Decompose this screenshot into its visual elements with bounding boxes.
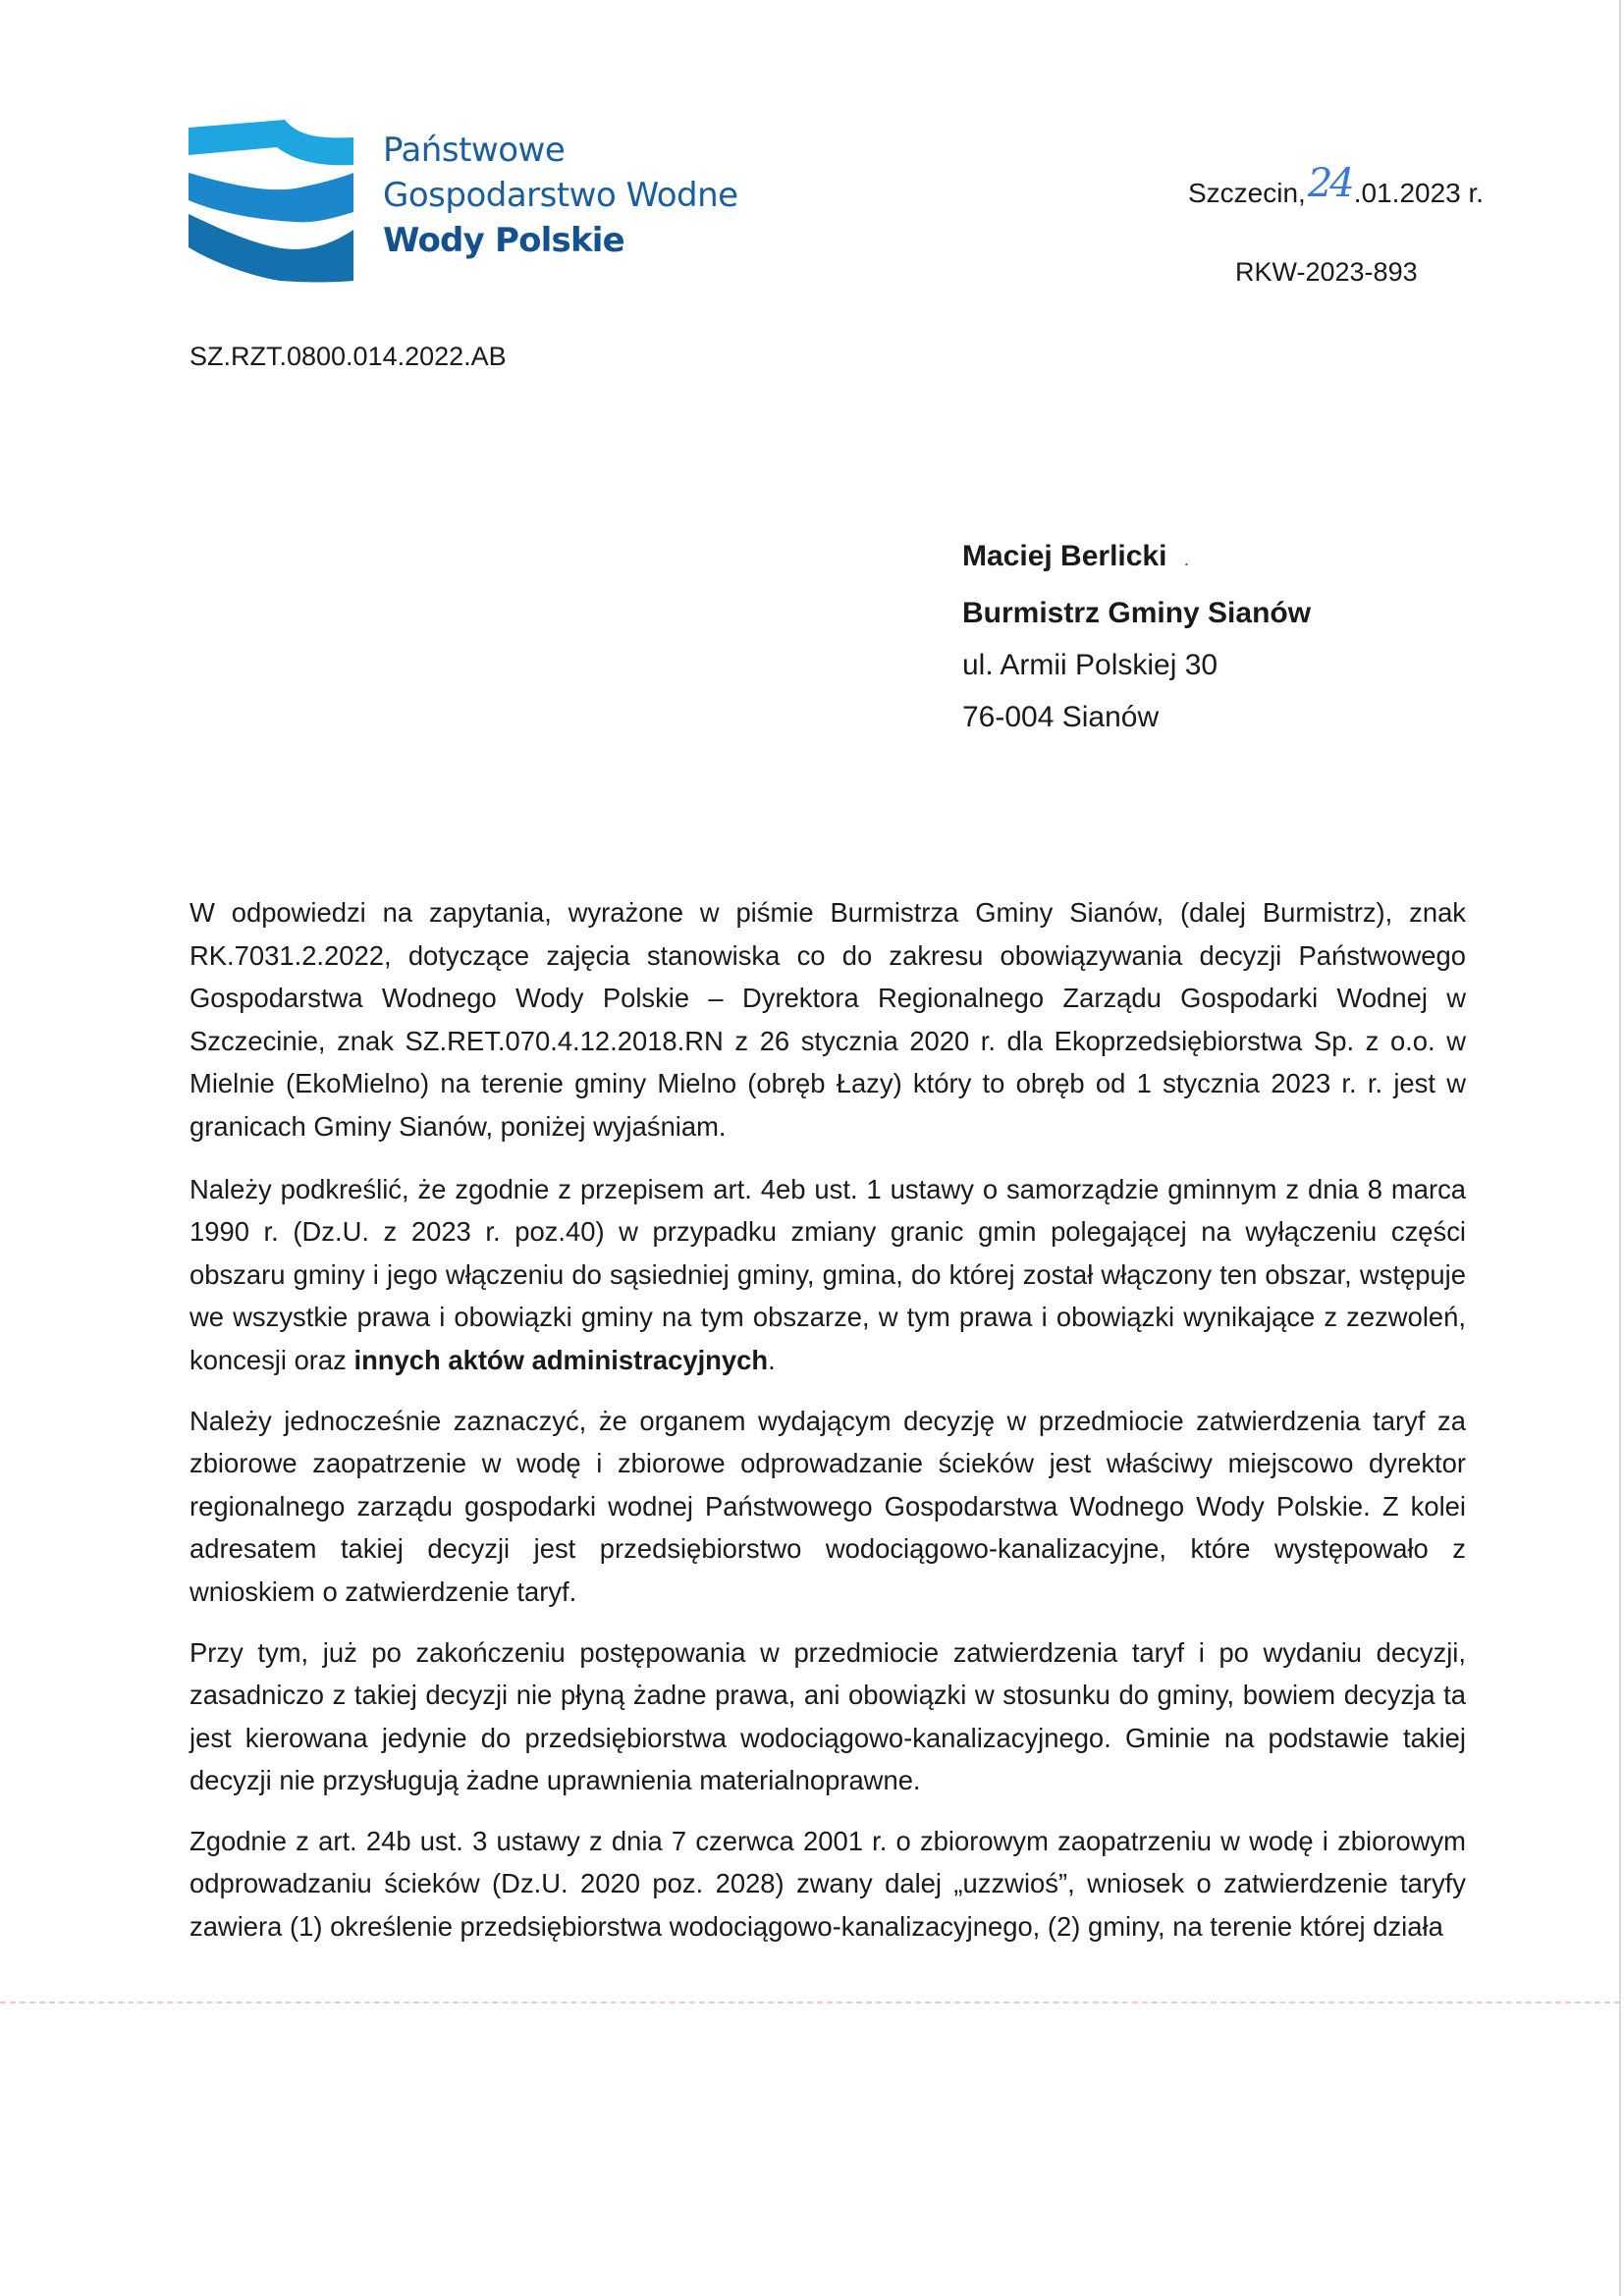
org-name-line-2: Gospodarstwo Wodne [383, 176, 738, 215]
paragraph-1: W odpowiedzi na zapytania, wyrażone w piśmie Burmistrza Gminy Sianów, (dalej Burmistrz), znak RK.7031.2.2022, dotyczące zajęcia stanowiska co do zakresu obowiązywania decyzji Państwowego Gospodarstwa Wodnego Wody Polskie – Dyrektora Regionalnego Zarządu Gospodarki Wodnej w Szczecinie, znak SZ.RET.070.4.12.2018.RN z 26 stycznia 2020 r. dla Ekoprzedsiębiorstwa Sp. z o.o. w Mielnie (EkoMielno) na terenie gminy Mielno (obręb Łazy) który to obręb od 1 stycznia 2023 r. r. jest w granicach Gminy Sianów, poniżej wyjaśniam. [189, 897, 1466, 1142]
org-name-line-1: Państwowe [383, 131, 566, 170]
recipient-street: ul. Armii Polskiej 30 [962, 649, 1218, 681]
scan-page-edge [1619, 0, 1621, 2296]
letter-body [189, 891, 1466, 1966]
wody-polskie-logo-icon [187, 116, 355, 285]
paragraph-2 [189, 1168, 1466, 1382]
recipient-address-block [962, 530, 1311, 743]
date-place: Szczecin, [1188, 178, 1306, 208]
recipient-city: 76-004 Sianów [962, 701, 1160, 733]
recipient-name-line [962, 530, 1311, 587]
handwritten-day: 24 [1307, 161, 1352, 206]
paragraph-3: Należy jednocześnie zaznaczyć, że organem wydającym decyzję w przedmiocie zatwierdzenia taryf za zbiorowe zaopatrzenie w wodę i zbiorowe odprowadzanie ścieków jest właściwy miejscowo dyrektor regionalnego zarządu gospodarki wodnej Państwowego Gospodarstwa Wodnego Wody Polskie. Z kolei adresatem takiej decyzji jest przedsiębiorstwo wodociągowo-kanalizacyjne, które występowało z wnioskiem o zatwierdzenie taryf. [189, 1405, 1466, 1607]
recipient-title: Burmistrz Gminy Sianów [962, 597, 1312, 629]
registry-number: RKW-2023-893 [1235, 257, 1418, 287]
org-name-line-3: Wody Polskie [383, 221, 624, 260]
case-sign: SZ.RZT.0800.014.2022.AB [189, 342, 507, 371]
paragraph-2-emphasis: innych aktów administracyjnych [353, 1344, 769, 1375]
paragraph-5: Zgodnie z art. 24b ust. 3 ustawy z dnia 7 czerwca 2001 r. o zbiorowym zaopatrzeniu w wodę i zbiorowym odprowadzaniu ścieków (Dz.U. 2020 poz. 2028) zwany dalej „uzzwioś”, wniosek o zatwierdzenie taryfy zawiera (1) określenie przedsiębiorstwa wodociągowo-kanalizacyjnego, (2) gminy, na terenie której działa [189, 1825, 1466, 1943]
letter-date [1188, 161, 1485, 212]
paragraph-2-text: Należy podkreślić, że zgodnie z przepisem art. 4eb ust. 1 ustawy o samorządzie gminnym z dnia 8 marca 1990 r. (Dz.U. z 2023 r. poz.40) w przypadku zmiany granic gmin polegającej na wyłączeniu części obszaru gminy i jego włączeniu do sąsiedniej gminy, gmina, do której został włączony ten obszar, wstępuje we wszystkie prawa i obowiązki gminy na tym obszarze, w tym prawa i obowiązki wynikające z zezwoleń, koncesji oraz [189, 1173, 1466, 1375]
date-month-year: .01.2023 r. [1353, 178, 1485, 208]
recipient-name: Maciej Berlicki [962, 540, 1167, 572]
stray-mark: . [1184, 553, 1189, 568]
organization-name [383, 128, 738, 263]
paragraph-4: Przy tym, już po zakończeniu postępowania w przedmiocie zatwierdzenia taryf i po wydaniu decyzji, zasadniczo z takiej decyzji nie płyną żadne prawa, ani obowiązki w stosunku do gminy, bowiem decyzja ta jest kierowana jedynie do przedsiębiorstwa wodociągowo-kanalizacyjnego. Gminie na podstawie takiej decyzji nie przysługują żadne uprawnienia materialnoprawne. [189, 1636, 1466, 1796]
paragraph-2-end: . [768, 1344, 776, 1375]
page-break-line [0, 2002, 1620, 2003]
